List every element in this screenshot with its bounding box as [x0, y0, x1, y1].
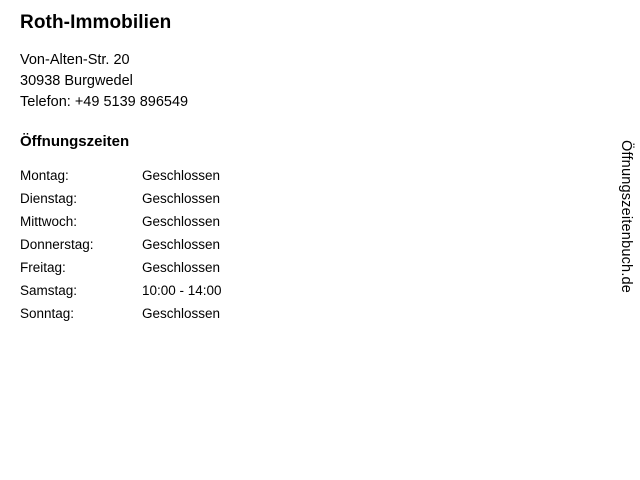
table-row	[20, 281, 222, 304]
table-row	[20, 212, 222, 235]
address-street: Von-Alten-Str. 20	[20, 52, 130, 68]
page-title: Roth-Immobilien	[20, 12, 172, 33]
table-row	[20, 166, 222, 189]
table-row	[20, 235, 222, 258]
day-label: Donnerstag:	[20, 237, 94, 252]
table-row	[20, 258, 222, 281]
day-hours: Geschlossen	[142, 237, 221, 252]
day-hours: Geschlossen	[142, 168, 221, 183]
table-row	[20, 304, 222, 327]
day-hours: Geschlossen	[142, 214, 221, 229]
opening-hours-table	[20, 166, 222, 327]
day-label: Freitag:	[20, 260, 66, 275]
day-label: Mittwoch:	[20, 214, 78, 229]
card-content	[20, 10, 580, 327]
day-label: Sonntag:	[20, 306, 75, 321]
day-hours: Geschlossen	[142, 260, 221, 275]
address-phone: Telefon: +49 5139 896549	[20, 94, 189, 110]
day-label: Montag:	[20, 168, 69, 183]
table-row	[20, 189, 222, 212]
address-city: 30938 Burgwedel	[20, 73, 133, 89]
opening-hours-heading: Öffnungszeiten	[20, 133, 130, 150]
day-hours: Geschlossen	[142, 306, 221, 321]
day-hours: 10:00 - 14:00	[142, 283, 222, 298]
day-hours: Geschlossen	[142, 191, 221, 206]
day-label: Samstag:	[20, 283, 78, 298]
watermark-label: Öffnungszeitenbuch.de	[618, 140, 634, 294]
day-label: Dienstag:	[20, 191, 78, 206]
address-block	[20, 50, 580, 113]
